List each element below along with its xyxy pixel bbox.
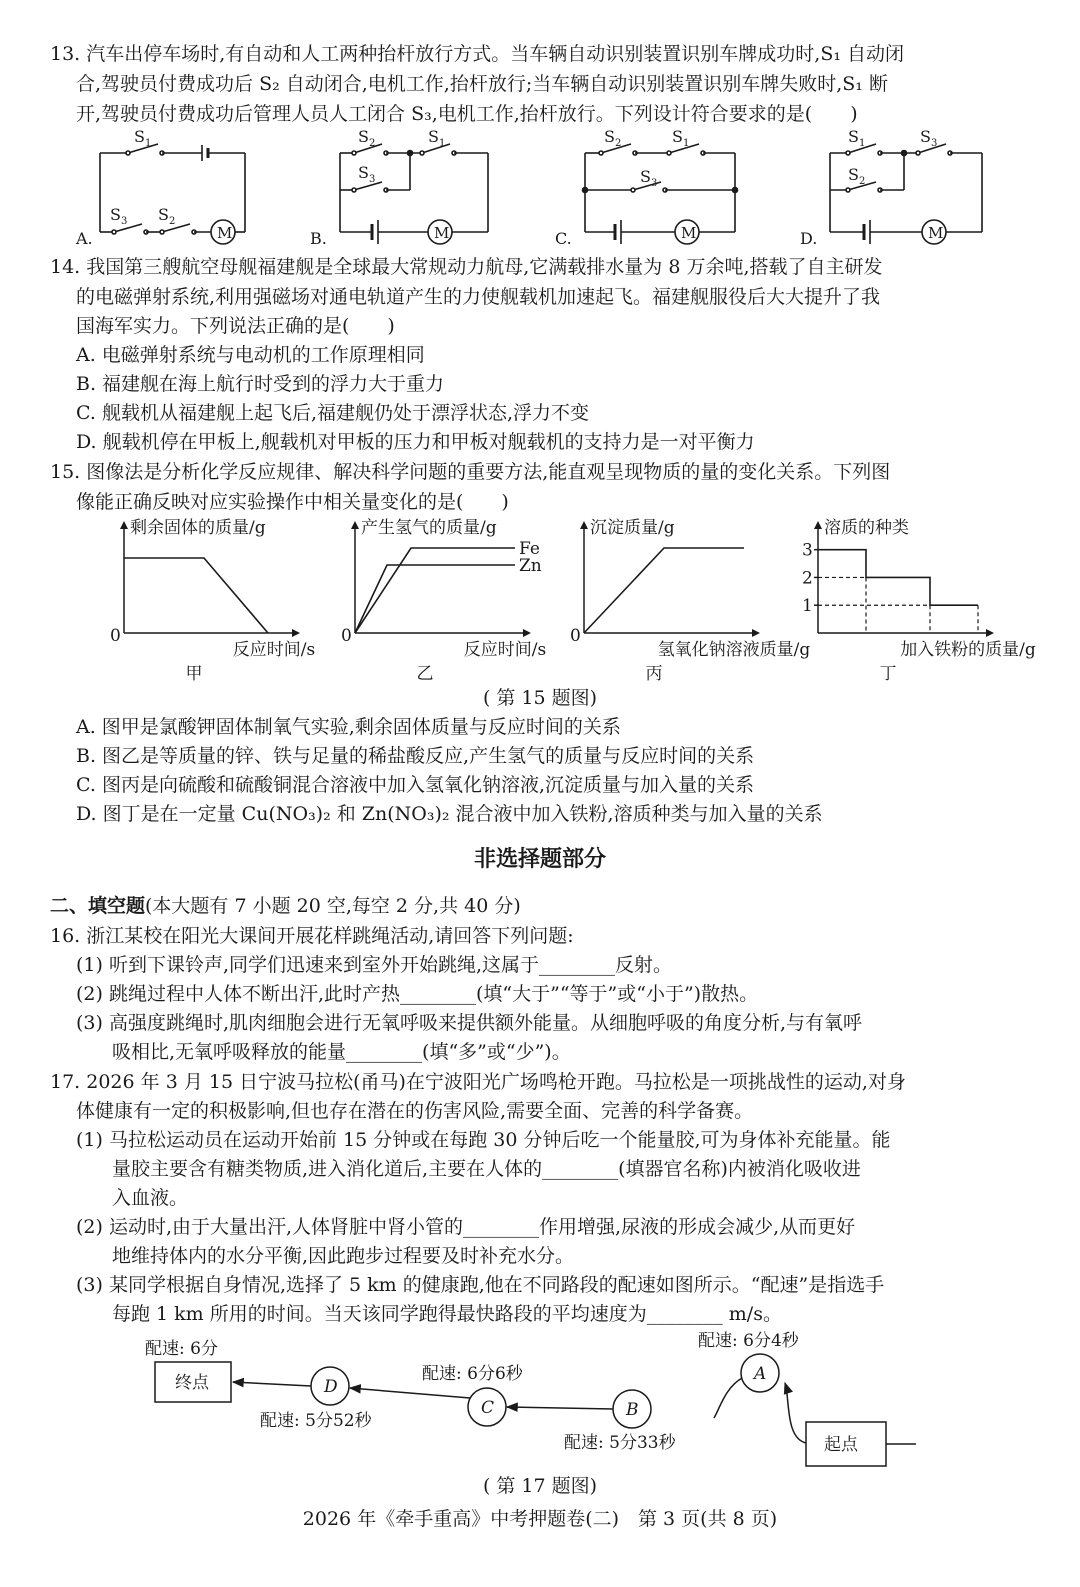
part2-title: 非选择题部分 (473, 847, 606, 872)
y-axis-label: 剩余固体的质量/g (130, 518, 266, 538)
label-c-s3: $S_3$ (640, 167, 658, 189)
chart-1 (110, 518, 315, 684)
label-c-s2: $S_2$ (604, 127, 622, 149)
q17-route-diagram (130, 1328, 930, 1478)
chart-name: 甲 (185, 664, 203, 684)
option-c-label: C. (555, 229, 572, 248)
q15-option-d: D. 图丁是在一定量 Cu(NO₃)₂ 和 Zn(NO₃)₂ 混合液中加入铁粉,溶质种类与加入量的关系 (76, 803, 823, 825)
chart-2 (341, 518, 546, 684)
q15-line-1: 15. 图像法是分析化学反应规律、解决科学问题的重要方法,能直观呈现物质的量的变化关系。下列图 (50, 461, 891, 483)
q14-option-c: C. 舰载机从福建舰上起飞后,福建舰仍处于漂浮状态,浮力不变 (76, 402, 590, 424)
x-axis-arrow (986, 629, 994, 637)
q14-line-3: 国海军实力。下列说法正确的是( ) (76, 315, 395, 337)
label-d-s2: $S_2$ (848, 165, 866, 187)
origin-label: 0 (110, 626, 121, 646)
x-axis-arrow (752, 629, 760, 637)
y-axis-label: 产生氢气的质量/g (361, 518, 497, 538)
x-axis-label: 反应时间/s (232, 640, 316, 660)
q14-line-2: 的电磁弹射系统,利用强磁场对通电轨道产生的力使舰载机加速起飞。福建舰服役后大大提升了我 (76, 286, 881, 308)
pace-d: 配速: 5分52秒 (260, 1411, 372, 1431)
pace-c: 配速: 6分6秒 (422, 1364, 523, 1384)
q15-option-c: C. 图丙是向硫酸和硫酸铜混合溶液中加入氢氧化钠溶液,沉淀质量与加入量的关系 (76, 774, 754, 796)
label-a-s3: $S_3$ (110, 205, 128, 227)
q13-line-2: 合,驾驶员付费成功后 S₂ 自动闭合,电机工作,抬杆放行;当车辆自动识别装置识别车牌失败时,S₁ 断 (76, 73, 888, 95)
q17-caption: ( 第 17 题图) (482, 1475, 598, 1497)
series-label: Zn (519, 556, 542, 576)
q17-sub-2a: (2) 运动时,由于大量出汗,人体肾脏中肾小管的________作用增强,尿液的形成会减少,从而更好 (76, 1216, 856, 1238)
part2-heading-rest: (本大题有 7 小题 20 空,每空 2 分,共 40 分) (145, 895, 521, 917)
x-axis-label: 反应时间/s (463, 640, 547, 660)
y-axis-arrow (814, 521, 822, 529)
q14-option-d: D. 舰载机停在甲板上,舰载机对甲板的压力和甲板对舰载机的支持力是一对平衡力 (76, 431, 755, 453)
q15-caption: ( 第 15 题图) (482, 687, 598, 709)
y-axis-arrow (120, 521, 128, 529)
q17-sub-3a: (3) 某同学根据自身情况,选择了 5 km 的健康跑,他在不同路段的配速如图所示。“配速”是指选手 (76, 1274, 885, 1296)
q16-line-1: 16. 浙江某校在阳光大课间开展花样跳绳活动,请回答下列问题: (50, 925, 574, 947)
x-axis-label: 氢氧化钠溶液质量/g (657, 640, 811, 660)
q13-circuit-diagrams (70, 128, 1030, 250)
q15-charts (100, 515, 1036, 685)
motor-b: M (434, 224, 450, 242)
circuit-c (583, 144, 738, 244)
x-axis-arrow (523, 629, 531, 637)
motor-d: M (928, 224, 944, 242)
finish-label: 终点 (175, 1373, 209, 1393)
series-line (355, 565, 515, 633)
circuit-b (340, 144, 488, 244)
x-axis-arrow (292, 629, 300, 637)
q14-line-1: 14. 我国第三艘航空母舰福建舰是全球最大常规动力航母,它满载排水量为 8 万余吨,搭载了自主研发 (50, 256, 883, 278)
pace-b: 配速: 5分33秒 (564, 1433, 676, 1453)
q16-sub-1: (1) 听到下课铃声,同学们迅速来到室外开始跳绳,这属于________反射。 (76, 954, 673, 976)
chart-3 (570, 518, 810, 684)
chart-name: 丙 (645, 664, 663, 684)
option-a-label: A. (76, 229, 93, 248)
label-c-s1: $S_1$ (672, 127, 690, 149)
label-a-s1: $S_1$ (134, 127, 152, 149)
chart-name: 乙 (416, 664, 434, 684)
q13-line-3: 开,驾驶员付费成功后管理人员人工闭合 S₃,电机工作,抬杆放行。下列设计符合要求的是( ) (76, 103, 858, 125)
series-line (124, 558, 268, 633)
label-b-s1: $S_1$ (428, 127, 446, 149)
label-a-s2: $S_2$ (158, 205, 176, 227)
node-a: A (754, 1364, 767, 1384)
chart-4 (802, 518, 1036, 684)
q17-sub-1b: 量胶主要含有糖类物质,进入消化道后,主要在人体的________(填器官名称)内被消化吸收进 (112, 1158, 861, 1180)
label-d-s1: $S_1$ (848, 127, 866, 149)
q15-option-b: B. 图乙是等质量的锌、铁与足量的稀盐酸反应,产生氢气的质量与反应时间的关系 (76, 745, 755, 767)
q17-sub-3b: 每跑 1 km 所用的时间。当天该同学跑得最快路段的平均速度为________ m/s。 (112, 1303, 782, 1325)
q16-sub-3b: 吸相比,无氧呼吸释放的能量________(填“多”或“少”)。 (112, 1041, 571, 1063)
q15-option-a: A. 图甲是氯酸钾固体制氧气实验,剩余固体质量与反应时间的关系 (76, 716, 621, 738)
series-line (584, 548, 744, 633)
origin-label: 0 (570, 626, 581, 646)
part2-heading (50, 892, 521, 920)
q16-sub-2: (2) 跳绳过程中人体不断出汗,此时产热________(填“大于”“等于”或“小于”)散热。 (76, 983, 759, 1005)
motor-a: M (217, 224, 233, 242)
label-b-s2: $S_2$ (358, 127, 376, 149)
circuit-d (830, 144, 982, 244)
q17-sub-1c: 入血液。 (112, 1187, 189, 1209)
chart-name: 丁 (879, 664, 897, 684)
part2-heading-bold: 二、填空题 (50, 895, 146, 917)
label-b-s3: $S_3$ (358, 163, 376, 185)
pace-a: 配速: 6分4秒 (698, 1331, 799, 1351)
q17-line-1: 17. 2026 年 3 月 15 日宁波马拉松(甬马)在宁波阳光广场鸣枪开跑。马拉松是一项挑战性的运动,对身 (50, 1071, 906, 1093)
node-b: B (626, 1400, 639, 1420)
q17-sub-2b: 地维持体内的水分平衡,因此跑步过程要及时补充水分。 (112, 1245, 575, 1267)
motor-c: M (681, 224, 697, 242)
pace-end: 配速: 6分 (145, 1339, 218, 1359)
origin-label: 0 (341, 626, 352, 646)
page-footer: 2026 年《牵手重高》中考押题卷(二) 第 3 页(共 8 页) (302, 1508, 778, 1530)
q15-line-2: 像能正确反映对应实验操作中相关量变化的是( ) (76, 491, 509, 513)
node-c: C (481, 1398, 495, 1418)
q17-sub-1a: (1) 马拉松运动员在运动开始前 15 分钟或在每跑 30 分钟后吃一个能量胶,可为身体补充能量。能 (76, 1129, 891, 1151)
y-axis-arrow (580, 521, 588, 529)
option-d-label: D. (800, 229, 818, 248)
y-tick-label: 2 (802, 568, 813, 589)
y-tick-label: 3 (802, 540, 813, 561)
y-axis-label: 沉淀质量/g (590, 518, 675, 538)
q14-option-b: B. 福建舰在海上航行时受到的浮力大于重力 (76, 373, 445, 395)
series-label: Fe (519, 539, 540, 559)
node-d: D (324, 1377, 338, 1397)
q14-option-a: A. 电磁弹射系统与电动机的工作原理相同 (76, 344, 425, 366)
start-label: 起点 (824, 1435, 858, 1455)
series-line (355, 548, 515, 633)
y-tick-label: 1 (802, 596, 813, 617)
y-axis-arrow (351, 521, 359, 529)
option-b-label: B. (310, 229, 327, 248)
q16-sub-3a: (3) 高强度跳绳时,肌肉细胞会进行无氧呼吸来提供额外能量。从细胞呼吸的角度分析,与有氧呼 (76, 1012, 863, 1034)
q13-line-1: 13. 汽车出停车场时,有自动和人工两种抬杆放行方式。当车辆自动识别装置识别车牌成功时,S₁ 自动闭 (50, 43, 905, 65)
label-d-s3: $S_3$ (920, 127, 938, 149)
q17-line-2: 体健康有一定的积极影响,但也存在潜在的伤害风险,需要全面、完善的科学备赛。 (76, 1100, 754, 1122)
x-axis-label: 加入铁粉的质量/g (900, 640, 1036, 660)
y-axis-label: 溶质的种类 (824, 518, 909, 538)
